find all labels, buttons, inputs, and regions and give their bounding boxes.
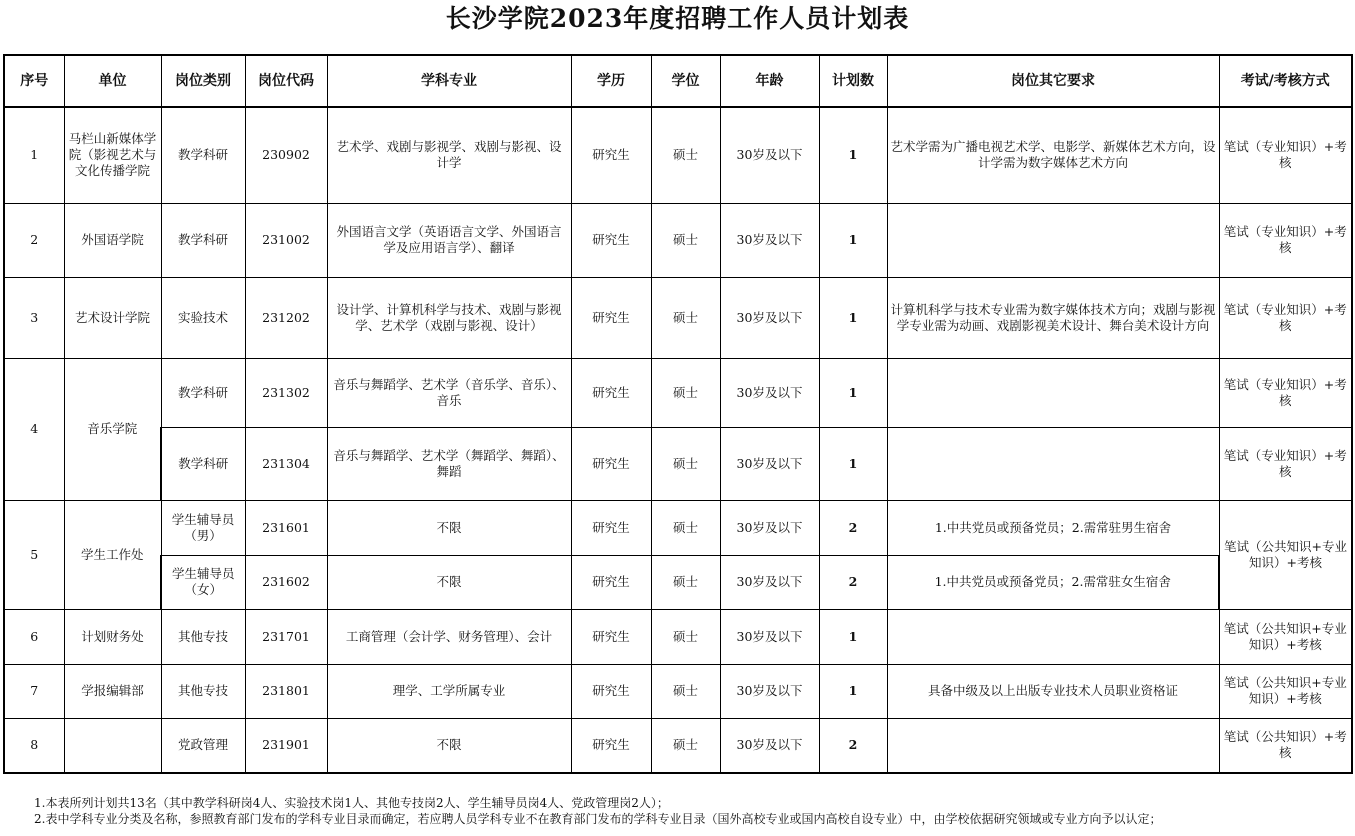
cell-count: 1 (819, 427, 887, 500)
cell-code: 231602 (245, 555, 327, 609)
cell-major: 艺术学、戏剧与影视学、戏剧与影视、设计学 (327, 107, 571, 203)
cell-age: 30岁及以下 (720, 203, 819, 277)
cell-seq: 7 (4, 664, 64, 718)
cell-category: 教学科研 (161, 203, 245, 277)
cell-education: 研究生 (571, 427, 651, 500)
cell-education: 研究生 (571, 358, 651, 427)
cell-category: 实验技术 (161, 277, 245, 358)
cell-major: 不限 (327, 555, 571, 609)
cell-major: 外国语言文学（英语语言文学、外国语言学及应用语言学）、翻译 (327, 203, 571, 277)
cell-exam: 笔试（专业知识）+考核 (1219, 203, 1352, 277)
cell-exam: 笔试（公共知识+专业知识）+考核 (1219, 609, 1352, 664)
cell-age: 30岁及以下 (720, 358, 819, 427)
table-row (4, 718, 1352, 773)
cell-category: 学生辅导员（男） (161, 500, 245, 555)
header-seq: 序号 (4, 55, 64, 107)
cell-count: 1 (819, 664, 887, 718)
header-major: 学科专业 (327, 55, 571, 107)
cell-exam: 笔试（公共知识）+考核 (1219, 718, 1352, 773)
cell-other: 1.中共党员或预备党员；2.需常驻男生宿舍 (887, 500, 1219, 555)
cell-code: 231601 (245, 500, 327, 555)
header-other: 岗位其它要求 (887, 55, 1219, 107)
cell-other (887, 609, 1219, 664)
cell-code: 230902 (245, 107, 327, 203)
cell-category: 教学科研 (161, 107, 245, 203)
cell-count: 2 (819, 500, 887, 555)
cell-seq: 1 (4, 107, 64, 203)
cell-degree: 硕士 (651, 718, 720, 773)
cell-degree: 硕士 (651, 277, 720, 358)
cell-count: 1 (819, 203, 887, 277)
cell-other (887, 427, 1219, 500)
cell-degree: 硕士 (651, 427, 720, 500)
cell-unit: 计划财务处 (64, 609, 161, 664)
cell-seq: 2 (4, 203, 64, 277)
footnote-2: 2.表中学科专业分类及名称，参照教育部门发布的学科专业目录而确定，若应聘人员学科专业不在教育部门发布的学科专业目录（国外高校专业或国内高校自设专业）中，由学校依据研究领域或专业方向予以认定； (34, 812, 1162, 826)
cell-major: 设计学、计算机科学与技术、戏剧与影视学、艺术学（戏剧与影视、设计） (327, 277, 571, 358)
header-age: 年龄 (720, 55, 819, 107)
footnotes (34, 795, 1334, 827)
cell-age: 30岁及以下 (720, 107, 819, 203)
cell-degree: 硕士 (651, 358, 720, 427)
cell-seq: 5 (4, 500, 64, 609)
cell-age: 30岁及以下 (720, 427, 819, 500)
cell-major: 工商管理（会计学、财务管理）、会计 (327, 609, 571, 664)
cell-major: 不限 (327, 718, 571, 773)
cell-major: 不限 (327, 500, 571, 555)
header-degree: 学位 (651, 55, 720, 107)
cell-age: 30岁及以下 (720, 609, 819, 664)
cell-other (887, 718, 1219, 773)
header-unit: 单位 (64, 55, 161, 107)
cell-major: 音乐与舞蹈学、艺术学（音乐学、音乐）、音乐 (327, 358, 571, 427)
cell-education: 研究生 (571, 609, 651, 664)
table-row (4, 555, 1352, 609)
cell-degree: 硕士 (651, 500, 720, 555)
cell-unit: 艺术设计学院 (64, 277, 161, 358)
cell-degree: 硕士 (651, 664, 720, 718)
header-exam: 考试/考核方式 (1219, 55, 1352, 107)
cell-code: 231701 (245, 609, 327, 664)
table-row (4, 203, 1352, 277)
cell-exam: 笔试（专业知识）+考核 (1219, 107, 1352, 203)
cell-degree: 硕士 (651, 609, 720, 664)
cell-count: 1 (819, 609, 887, 664)
cell-category: 教学科研 (161, 427, 245, 500)
header-category: 岗位类别 (161, 55, 245, 107)
header-code: 岗位代码 (245, 55, 327, 107)
cell-other (887, 358, 1219, 427)
table-row (4, 664, 1352, 718)
cell-major: 理学、工学所属专业 (327, 664, 571, 718)
recruitment-plan-table (3, 54, 1353, 774)
cell-age: 30岁及以下 (720, 500, 819, 555)
cell-category: 学生辅导员（女） (161, 555, 245, 609)
cell-education: 研究生 (571, 555, 651, 609)
cell-seq: 3 (4, 277, 64, 358)
cell-category: 其他专技 (161, 609, 245, 664)
cell-major: 音乐与舞蹈学、艺术学（舞蹈学、舞蹈）、舞蹈 (327, 427, 571, 500)
cell-unit (64, 718, 161, 773)
cell-code: 231304 (245, 427, 327, 500)
table-row (4, 427, 1352, 500)
cell-age: 30岁及以下 (720, 718, 819, 773)
cell-other (887, 203, 1219, 277)
cell-code: 231801 (245, 664, 327, 718)
table-row (4, 277, 1352, 358)
page-title: 长沙学院2023年度招聘工作人员计划表 (445, 4, 910, 33)
cell-education: 研究生 (571, 718, 651, 773)
cell-code: 231302 (245, 358, 327, 427)
footnote-1: 1.本表所列计划共13名（其中教学科研岗4人、实验技术岗1人、其他专技岗2人、学生辅导员岗4人、党政管理岗2人）； (34, 796, 669, 810)
cell-seq: 6 (4, 609, 64, 664)
cell-category: 其他专技 (161, 664, 245, 718)
table-row (4, 107, 1352, 203)
cell-degree: 硕士 (651, 203, 720, 277)
cell-education: 研究生 (571, 664, 651, 718)
cell-seq: 8 (4, 718, 64, 773)
cell-age: 30岁及以下 (720, 277, 819, 358)
cell-unit: 马栏山新媒体学院（影视艺术与文化传播学院 (64, 107, 161, 203)
cell-other: 计算机科学与技术专业需为数字媒体技术方向；戏剧与影视学专业需为动画、戏剧影视美术设计、舞台美术设计方向 (887, 277, 1219, 358)
cell-age: 30岁及以下 (720, 555, 819, 609)
cell-unit: 学报编辑部 (64, 664, 161, 718)
cell-degree: 硕士 (651, 107, 720, 203)
cell-age: 30岁及以下 (720, 664, 819, 718)
cell-code: 231901 (245, 718, 327, 773)
cell-count: 1 (819, 358, 887, 427)
table-row (4, 358, 1352, 427)
cell-exam: 笔试（专业知识）+考核 (1219, 277, 1352, 358)
cell-count: 1 (819, 107, 887, 203)
cell-exam: 笔试（公共知识+专业知识）+考核 (1219, 500, 1352, 609)
cell-other: 具备中级及以上出版专业技术人员职业资格证 (887, 664, 1219, 718)
table-row (4, 500, 1352, 555)
cell-other: 1.中共党员或预备党员；2.需常驻女生宿舍 (887, 555, 1219, 609)
cell-category: 党政管理 (161, 718, 245, 773)
cell-seq: 4 (4, 358, 64, 500)
cell-exam: 笔试（公共知识+专业知识）+考核 (1219, 664, 1352, 718)
cell-unit: 学生工作处 (64, 500, 161, 609)
cell-category: 教学科研 (161, 358, 245, 427)
cell-degree: 硕士 (651, 555, 720, 609)
header-count: 计划数 (819, 55, 887, 107)
cell-unit: 音乐学院 (64, 358, 161, 500)
cell-code: 231002 (245, 203, 327, 277)
cell-education: 研究生 (571, 500, 651, 555)
cell-code: 231202 (245, 277, 327, 358)
cell-count: 1 (819, 277, 887, 358)
cell-education: 研究生 (571, 203, 651, 277)
cell-education: 研究生 (571, 107, 651, 203)
cell-education: 研究生 (571, 277, 651, 358)
cell-count: 2 (819, 718, 887, 773)
cell-exam: 笔试（专业知识）+考核 (1219, 427, 1352, 500)
cell-count: 2 (819, 555, 887, 609)
table-row (4, 609, 1352, 664)
header-education: 学历 (571, 55, 651, 107)
table-header-row (4, 55, 1352, 107)
cell-other: 艺术学需为广播电视艺术学、电影学、新媒体艺术方向，设计学需为数字媒体艺术方向 (887, 107, 1219, 203)
cell-exam: 笔试（专业知识）+考核 (1219, 358, 1352, 427)
cell-unit: 外国语学院 (64, 203, 161, 277)
